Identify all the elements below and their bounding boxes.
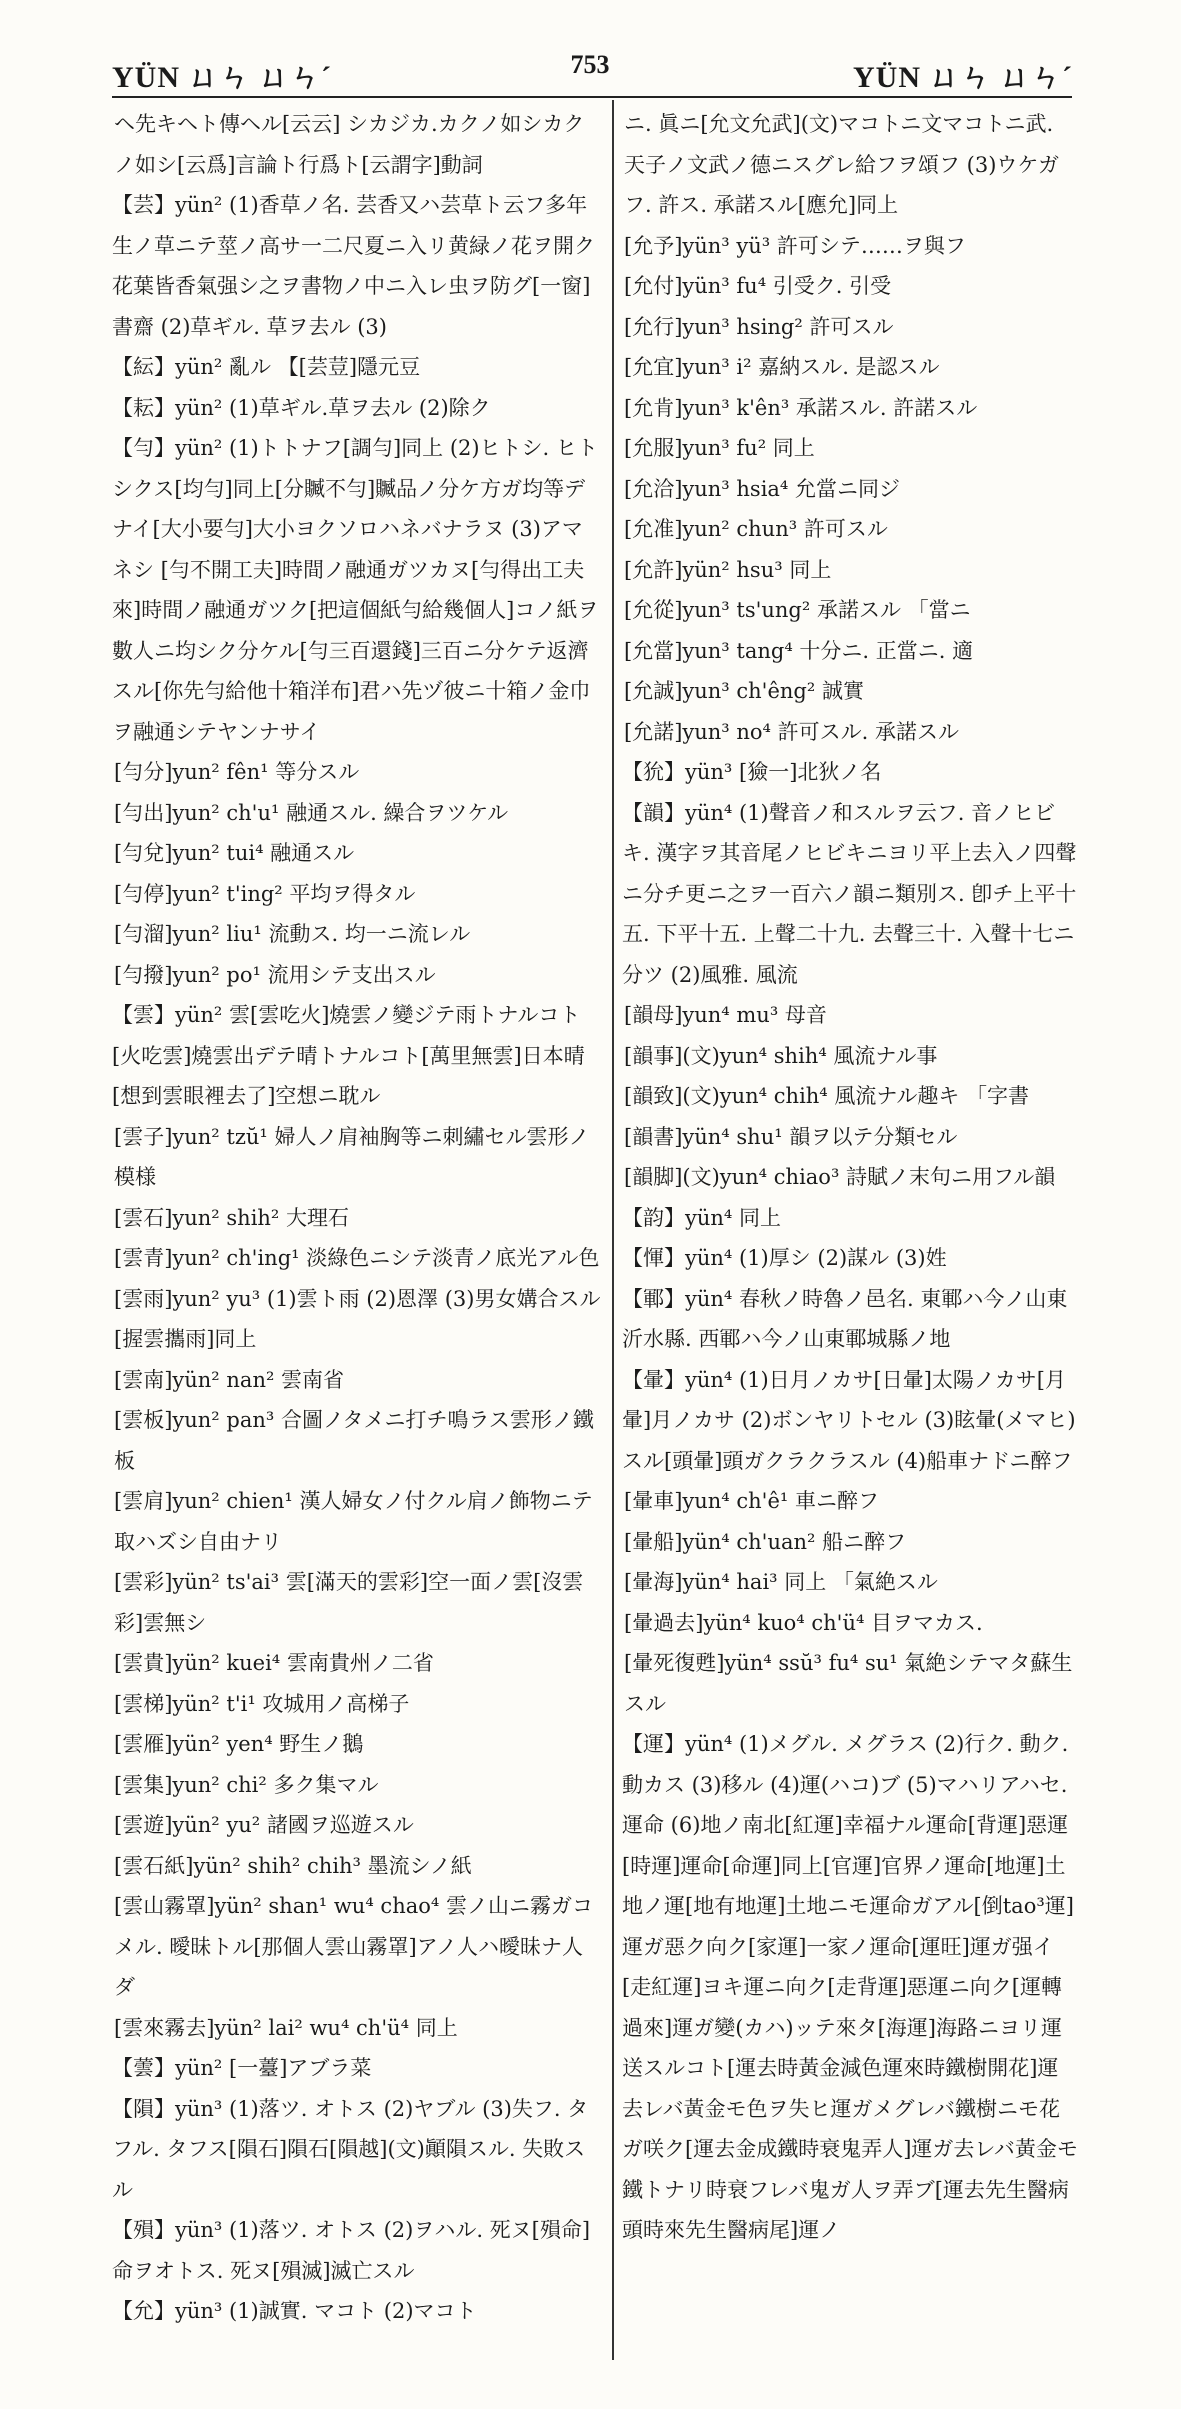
dictionary-compound-entry: [雲集]yun² chi² 多ク集マル xyxy=(114,1772,379,1797)
dictionary-headword-entry: 【運】yün⁴ (1)メグル. メグラス (2)行ク. 動ク. 動カス (3)移ル (4)運(ハコ)ブ (5)マハリアハセ. 運命 (6)地ノ南北[紅運]幸福ナル運命[背運]惡運[時運]運命[命運]同上[官運]官界ノ運命[地運]土地ノ運[地有地運]土地ニモ運命ガアル[倒tao³運]運ガ惡ク向ク[家運]一家ノ運命[運旺]運ガ强イ[走紅運]ヨキ運ニ向ク[走背運]惡運ニ向ク[運轉過來]運ガ變(カハ)ッテ來タ[海運]海路ニヨリ運送スルコト[運去時黃金減色運來時鐵樹開花]運去レバ黃金モ色ヲ失ヒ運ガメグレバ鐵樹ニモ花ガ咲ク[運去金成鐵時衰鬼弄人]運ガ去レバ黃金モ鐵トナリ時衰フレバ鬼ガ人ヲ弄ブ[運去先生醫病頭時來先生醫病尾]運ノ xyxy=(622,1732,1078,2242)
left-column xyxy=(112,104,602,2354)
dictionary-compound-entry: [暈海]yün⁴ hai³ 同上 「氣絶スル xyxy=(624,1570,938,1594)
header-rule xyxy=(112,96,1072,98)
dictionary-compound-entry: [勻分]yun² fên¹ 等分スル xyxy=(114,760,360,784)
dictionary-compound-entry: [雲青]yun² ch'ing¹ 淡綠色ニシテ淡青ノ底光アル色 xyxy=(114,1246,600,1270)
dictionary-compound-entry: [雲肩]yun² chien¹ 漢人婦女ノ付クル肩ノ飾物ニテ取ハズシ自由ナリ xyxy=(114,1489,593,1554)
dictionary-headword-entry: 【耘】yün² (1)草ギル.草ヲ去ル (2)除ク xyxy=(112,395,491,420)
dictionary-compound-entry: [韻書]yün⁴ shu¹ 韻ヲ以テ分類セル xyxy=(624,1124,958,1149)
dictionary-compound-entry: [允諾]yun³ no⁴ 許可スル. 承諾スル xyxy=(624,719,960,744)
page-header xyxy=(0,0,1181,96)
dictionary-compound-entry: [勻停]yun² t'ing² 平均ヲ得タル xyxy=(114,881,416,906)
column-divider xyxy=(612,100,614,2360)
dictionary-compound-entry: [雲梯]yün² t'i¹ 攻城用ノ高梯子 xyxy=(114,1691,410,1716)
dictionary-compound-entry: [允准]yun² chun³ 許可スル xyxy=(624,517,888,541)
dictionary-compound-entry: [暈過去]yün⁴ kuo⁴ ch'ü⁴ 目ヲマカス. xyxy=(624,1610,983,1635)
dictionary-compound-entry: [雲雁]yün² yen⁴ 野生ノ鵝 xyxy=(114,1732,364,1756)
dictionary-compound-entry: [允行]yun³ hsing² 許可スル xyxy=(624,314,894,339)
dictionary-headword-entry: 【韵】yün⁴ 同上 xyxy=(622,1205,782,1230)
dictionary-compound-entry: [勻溜]yun² liu¹ 流動ス. 均一ニ流レル xyxy=(114,922,471,946)
dictionary-compound-entry: [雲子]yun² tzŭ¹ 婦人ノ肩袖胸等ニ刺繡セル雲形ノ模様 xyxy=(114,1124,590,1189)
dictionary-headword-entry: 【蕓】yün² [一薹]アブラ菜 xyxy=(112,2056,372,2080)
dictionary-headword-entry: 【紜】yün² 亂ル 【[芸荳]隱元豆 xyxy=(112,355,421,379)
dictionary-compound-entry: [雲來霧去]yün² lai² wu⁴ ch'ü⁴ 同上 xyxy=(114,2015,458,2040)
dictionary-compound-entry: [允服]yun³ fu² 同上 xyxy=(624,436,815,460)
dictionary-compound-entry: [允當]yun³ tang⁴ 十分ニ. 正當ニ. 適 xyxy=(624,638,974,663)
dictionary-compound-entry: [韻脚](文)yun⁴ chiao³ 詩賦ノ末句ニ用フル韻 xyxy=(624,1165,1056,1189)
dictionary-headword-entry: 【惲】yün⁴ (1)厚シ (2)謀ル (3)姓 xyxy=(622,1246,947,1270)
dictionary-compound-entry: [允洽]yun³ hsia⁴ 允當ニ同ジ xyxy=(624,476,901,501)
dictionary-compound-entry: [雲板]yun² pan³ 合圖ノタメニ打チ鳴ラス雲形ノ鐵板 xyxy=(114,1408,594,1473)
dictionary-compound-entry: [雲彩]yün² ts'ai³ 雲[滿天的雲彩]空一面ノ雲[沒雲彩]雲無シ xyxy=(114,1570,584,1635)
dictionary-headword-entry: 【暈】yün⁴ (1)日月ノカサ[日暈]太陽ノカサ[月暈]月ノカサ (2)ボンヤリトセル (3)眩暈(メマヒ)スル[頭暈]頭ガクラクラスル (4)船車ナドニ醉フ xyxy=(622,1367,1076,1473)
dictionary-headword-entry: 【狁】yün³ [獫一]北狄ノ名 xyxy=(622,760,882,784)
dictionary-compound-entry: [雲石]yun² shih² 大理石 xyxy=(114,1205,350,1230)
page-number: 753 xyxy=(570,50,610,79)
dictionary-compound-entry: [雲雨]yun² yu³ (1)雲ト雨 (2)恩澤 (3)男女媾合スル[握雲攜雨]同上 xyxy=(114,1286,601,1351)
dictionary-compound-entry: [韻母]yun⁴ mu³ 母音 xyxy=(624,1003,827,1027)
running-head-left: YÜN ㄩㄣ ㄩㄣˊ xyxy=(112,61,332,94)
dictionary-headword-entry: 【允】yün³ (1)誠實. マコト (2)マコト xyxy=(112,2299,477,2323)
dictionary-compound-entry: [勻兌]yun² tui⁴ 融通スル xyxy=(114,841,355,865)
dictionary-compound-entry: [雲石紙]yün² shih² chih³ 墨流シノ紙 xyxy=(114,1853,472,1878)
dictionary-compound-entry: [暈船]yün⁴ ch'uan² 船ニ醉フ xyxy=(624,1529,907,1554)
dictionary-compound-entry: ニ. 眞ニ[允文允武](文)マコトニ文マコトニ武. 天子ノ文武ノ德ニスグレ給フヲ頌フ (3)ウケガフ. 許ス. 承諾スル[應允]同上 xyxy=(624,112,1060,217)
dictionary-headword-entry: 【芸】yün² (1)香草ノ名. 芸香又ハ芸草ト云フ多年生ノ草ニテ莖ノ高サ一二尺夏ニ入リ黄緑ノ花ヲ開ク花葉皆香氣强シ之ヲ書物ノ中ニ入レ虫ヲ防グ[一窗]書齋 (2)草ギル. 草ヲ去ル (3) xyxy=(112,193,595,339)
dictionary-compound-entry: ヘ先キヘト傳ヘル[云云] シカジカ.カクノ如シカクノ如シ[云爲]言論ト行爲ト[云謂字]動詞 xyxy=(114,112,585,177)
dictionary-headword-entry: 【雲】yün² 雲[雲吃火]燒雲ノ變ジテ雨トナルコト[火吃雲]燒雲出デテ晴トナルコト[萬里無雲]日本晴[想到雲眼裡去了]空想ニ耽ル xyxy=(112,1003,585,1108)
dictionary-compound-entry: [雲遊]yün² yu² 諸國ヲ巡遊スル xyxy=(114,1813,414,1837)
dictionary-compound-entry: [暈死復甦]yün⁴ ssŭ³ fu⁴ su¹ 氣絶シテマタ蘇生スル xyxy=(624,1651,1073,1716)
dictionary-compound-entry: [允許]yün² hsu³ 同上 xyxy=(624,557,832,582)
dictionary-compound-entry: [允肯]yun³ k'ên³ 承諾スル. 許諾スル xyxy=(624,395,978,420)
dictionary-compound-entry: [勻撥]yun² po¹ 流用シテ支出スル xyxy=(114,962,436,987)
dictionary-compound-entry: [允從]yun³ ts'ung² 承諾スル 「當ニ xyxy=(624,598,971,622)
right-column xyxy=(622,104,1078,2354)
dictionary-compound-entry: [勻出]yun² ch'u¹ 融通スル. 繰合ヲツケル xyxy=(114,800,509,825)
dictionary-headword-entry: 【勻】yün² (1)トトナフ[調勻]同上 (2)ヒトシ. ヒトシクス[均勻]同上[分贓不勻]贓品ノ分ケ方ガ均等デナイ[大小要勻]大小ヨクソロハネバナラヌ (3)アマネシ [勻不開工夫]時間ノ融通ガツカヌ[勻得出工夫來]時間ノ融通ガツク[把這個紙勻給幾個人]コノ紙ヲ數人ニ均シク分ケル[勻三百還錢]三百ニ分ケテ返濟スル[你先勻給他十箱洋布]君ハ先ヅ彼ニ十箱ノ金巾ヲ融通シテヤンナサイ xyxy=(112,436,599,744)
dictionary-compound-entry: [允誠]yun³ ch'êng² 誠實 xyxy=(624,679,864,703)
dictionary-headword-entry: 【殞】yün³ (1)落ツ. オトス (2)ヲハル. 死ヌ[殞命]命ヲオトス. 死ヌ[殞滅]滅亡スル xyxy=(112,2218,591,2283)
dictionary-headword-entry: 【隕】yün³ (1)落ツ. オトス (2)ヤブル (3)失フ. タフル. タフス[隕石]隕石[隕越](文)顚隕スル. 失敗スル xyxy=(112,2096,589,2202)
dictionary-compound-entry: [暈車]yun⁴ ch'ê¹ 車ニ醉フ xyxy=(624,1489,879,1513)
dictionary-compound-entry: [韻致](文)yun⁴ chih⁴ 風流ナル趣キ 「字書 xyxy=(624,1084,1030,1108)
dictionary-compound-entry: [允宜]yun³ i² 嘉納スル. 是認スル xyxy=(624,355,940,379)
dictionary-compound-entry: [韻事](文)yun⁴ shih⁴ 風流ナル事 xyxy=(624,1043,938,1068)
dictionary-headword-entry: 【鄆】yün⁴ 春秋ノ時魯ノ邑名. 東鄆ハ今ノ山東沂水縣. 西鄆ハ今ノ山東鄆城縣ノ地 xyxy=(622,1286,1068,1351)
dictionary-headword-entry: 【韻】yün⁴ (1)聲音ノ和スルヲ云フ. 音ノヒビキ. 漢字ヲ其音尾ノヒビキニヨリ平上去入ノ四聲ニ分チ更ニ之ヲ一百六ノ韻ニ類別ス. 卽チ上平十五. 下平十五. 上聲二十九. 去聲三十. 入聲十七ニ分ツ (2)風雅. 風流 xyxy=(622,800,1077,987)
dictionary-compound-entry: [允予]yün³ yü³ 許可シテ……ヲ與フ xyxy=(624,233,966,258)
dictionary-compound-entry: [雲南]yün² nan² 雲南省 xyxy=(114,1367,345,1392)
dictionary-compound-entry: [允付]yün³ fu⁴ 引受ク. 引受 xyxy=(624,274,892,298)
dictionary-compound-entry: [雲貴]yün² kuei⁴ 雲南貴州ノ二省 xyxy=(114,1651,434,1675)
dictionary-compound-entry: [雲山霧罩]yün² shan¹ wu⁴ chao⁴ 雲ノ山ニ霧ガコメル. 曖昧トル[那個人雲山霧罩]アノ人ハ曖昧ナ人ダ xyxy=(114,1894,593,1999)
running-head-right: YÜN ㄩㄣ ㄩㄣˊ xyxy=(853,61,1073,94)
